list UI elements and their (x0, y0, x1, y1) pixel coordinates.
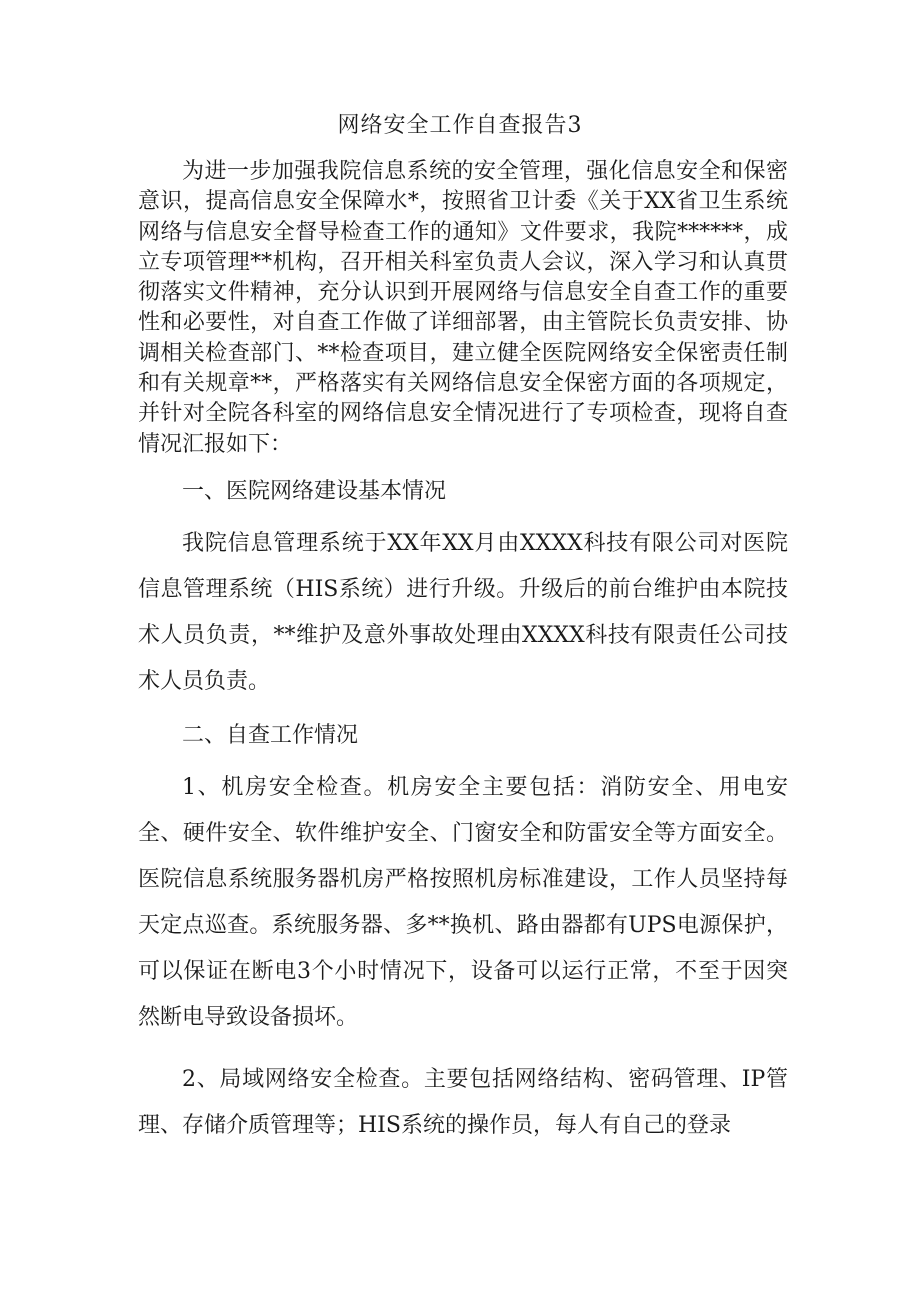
server-room-paragraph: 1、机房安全检查。机房安全主要包括：消防安全、用电安全、硬件安全、软件维护安全、门窗安全和防雷安全等方面安全。医院信息系统服务器机房严格按照机房标准建设，工作人员坚持每天定点巡查。系统服务器、多**换机、路由器都有UPS电源保护，可以保证在断电3个小时情况下，设备可以运行正常，不至于因突然断电导致设备损坏。 (138, 775, 788, 1030)
network-paragraph: 我院信息管理系统于XX年XX月由XXXX科技有限公司对医院信息管理系统（HIS系统）进行升级。升级后的前台维护由本院技术人员负责，**维护及意外事故处理由XXXX科技有限责任公司技术人员负责。 (138, 531, 788, 694)
document-title: 网络安全工作自查报告3 (337, 113, 583, 138)
intro-paragraph: 为进一步加强我院信息系统的安全管理，强化信息安全和保密意识，提高信息安全保障水*，按照省卫计委《关于XX省卫生系统网络与信息安全督导检查工作的通知》文件要求，我院******，成立专项管理**机构，召开相关科室负责人会议，深入学习和认真贯彻落实文件精神，充分认识到开展网络与信息安全自查工作的重要性和必要性，对自查工作做了详细部署，由主管院长负责安排、协调相关检查部门、**检查项目，建立健全医院网络安全保密责任制和有关规章**，严格落实有关网络信息安全保密方面的各项规定，并针对全院各科室的网络信息安全情况进行了专项检查，现将自查情况汇报如下： (138, 159, 788, 457)
lan-paragraph: 2、局域网络安全检查。主要包括网络结构、密码管理、IP管理、存储介质管理等；HIS系统的操作员，每人有自己的登录 (138, 1067, 788, 1138)
section-heading-network: 一、医院网络建设基本情况 (182, 479, 447, 504)
section-heading-selfcheck: 二、自查工作情况 (182, 723, 359, 748)
